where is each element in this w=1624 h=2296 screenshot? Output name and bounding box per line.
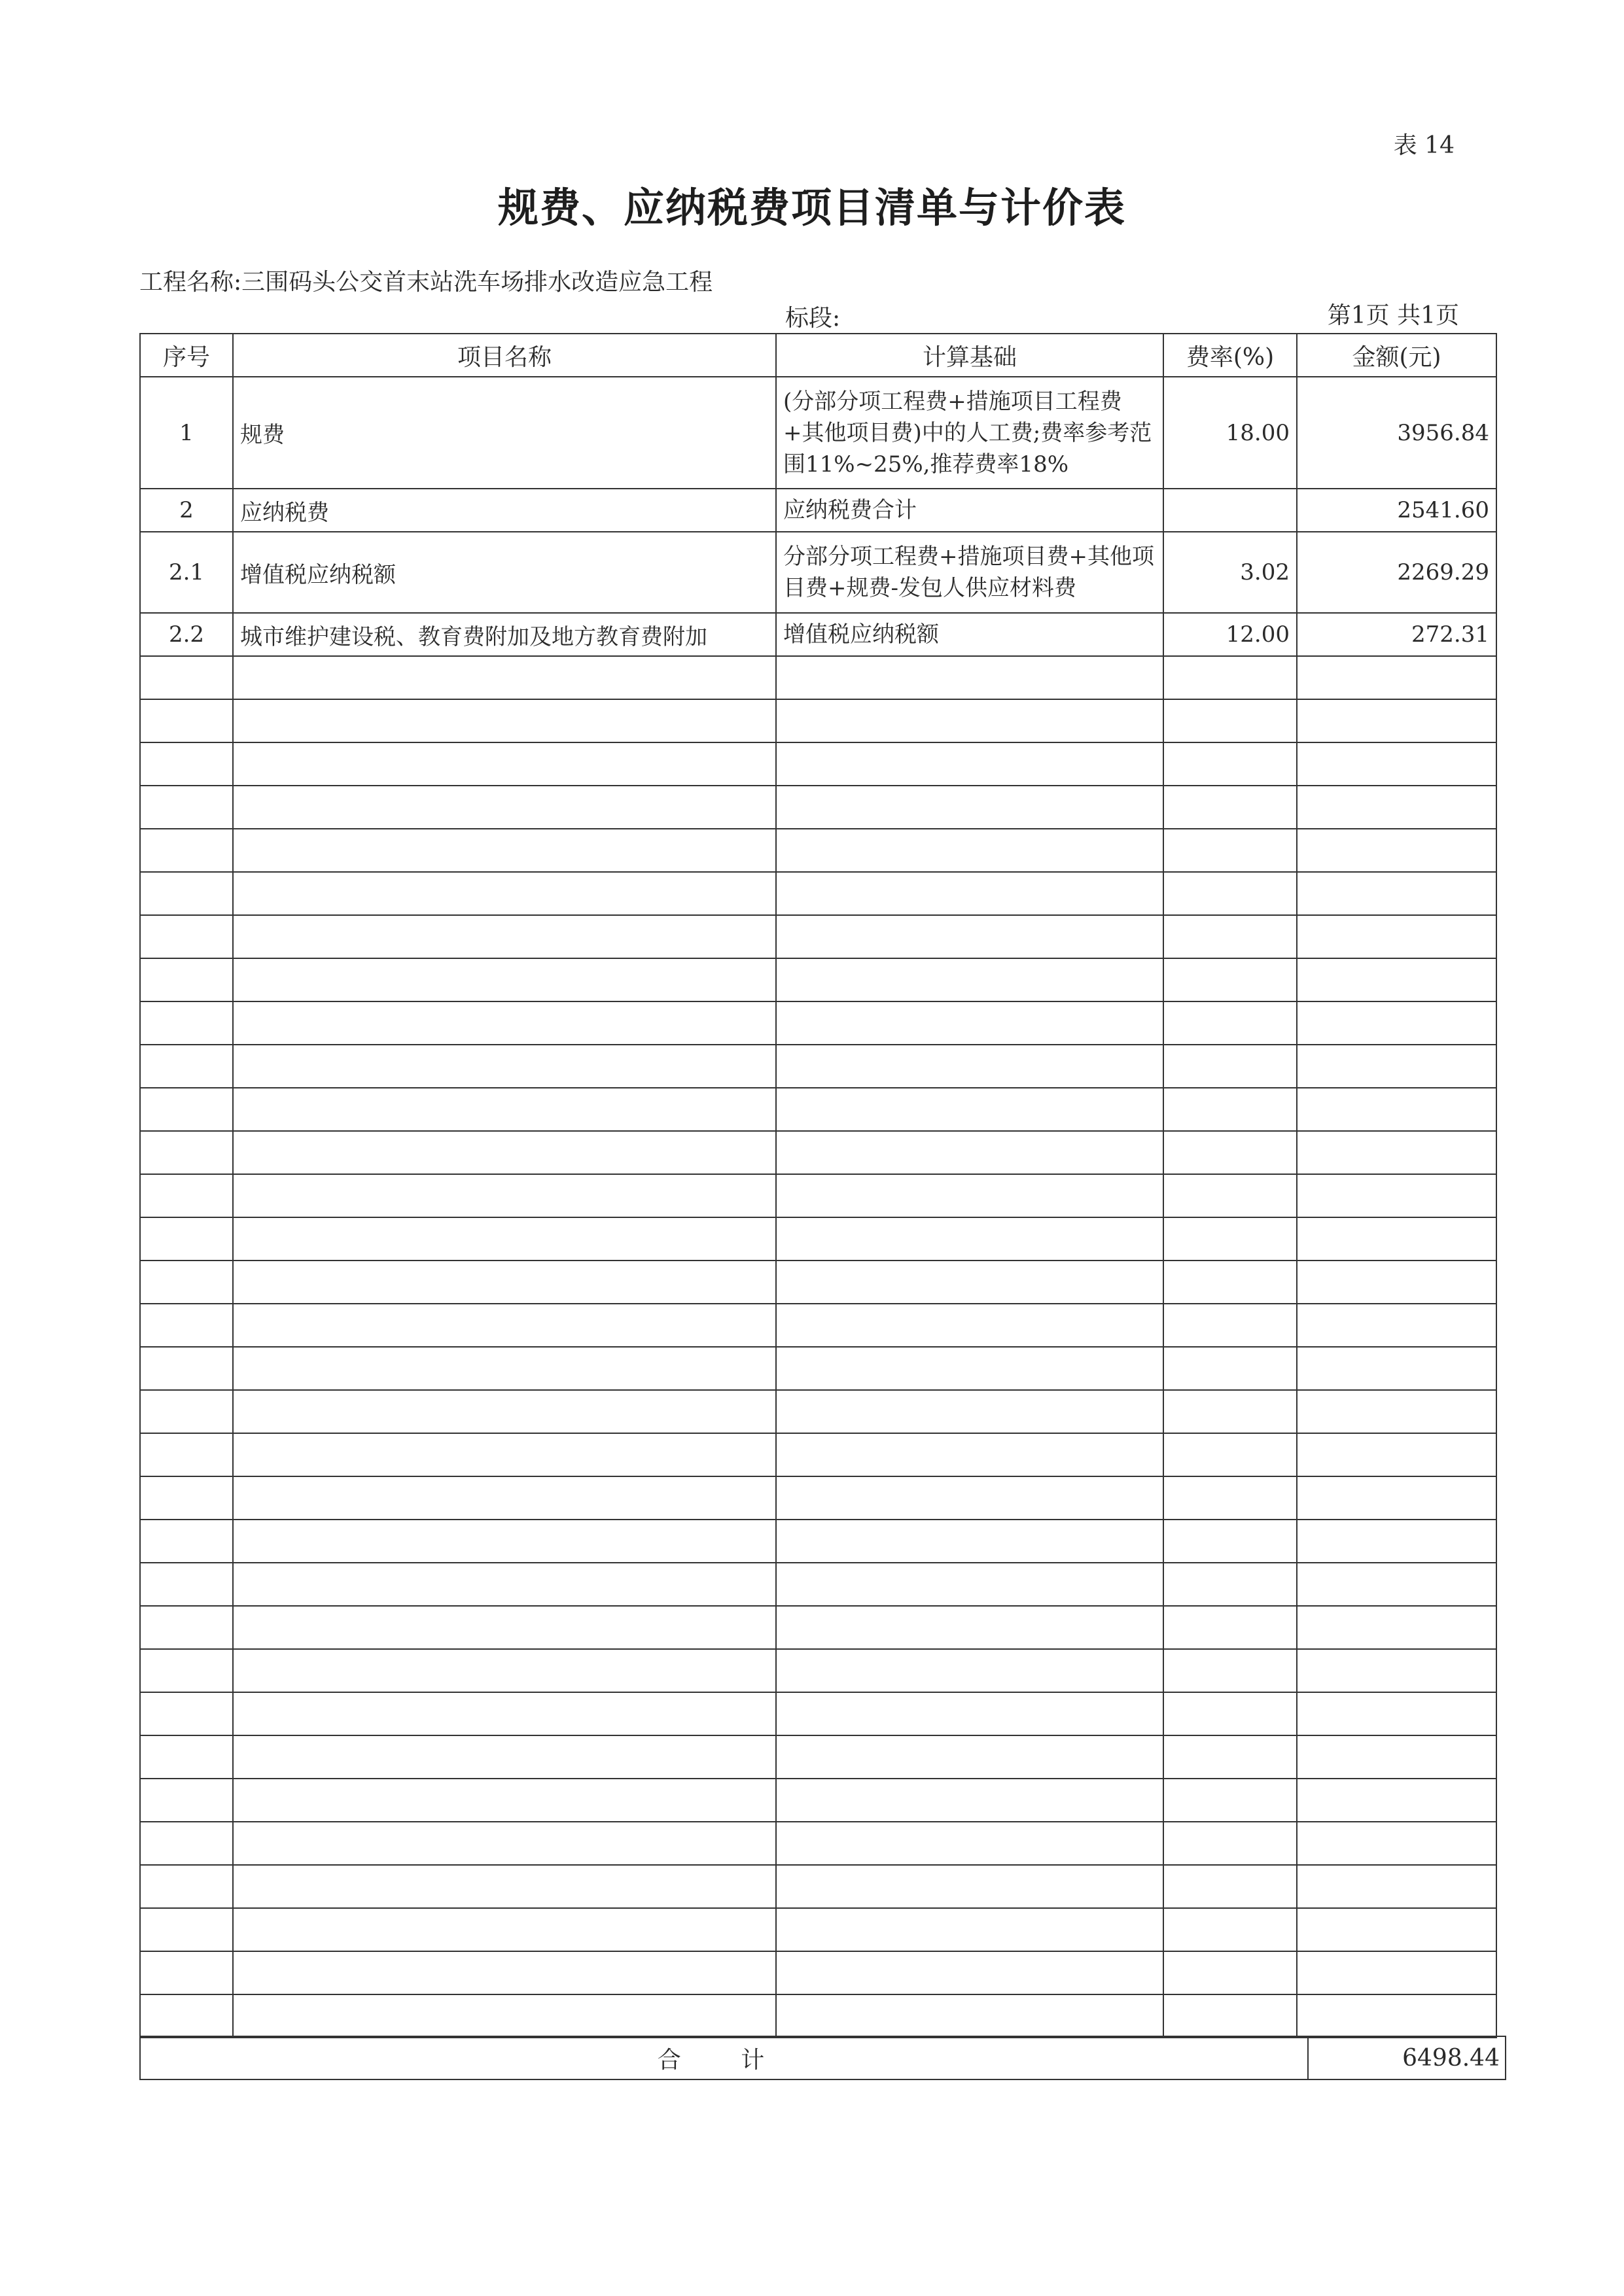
empty-cell — [233, 1433, 776, 1476]
empty-cell — [140, 915, 233, 958]
empty-row — [140, 786, 1496, 829]
empty-cell — [233, 1217, 776, 1261]
empty-cell — [1163, 1217, 1297, 1261]
empty-cell — [140, 742, 233, 786]
empty-cell — [1297, 1476, 1496, 1520]
empty-cell — [776, 1520, 1163, 1563]
empty-cell — [1297, 1217, 1496, 1261]
empty-cell — [1163, 1174, 1297, 1217]
empty-cell — [1297, 699, 1496, 742]
col-header-no: 序号 — [140, 334, 233, 377]
empty-row — [140, 872, 1496, 915]
empty-row — [140, 1994, 1496, 2038]
empty-row — [140, 1304, 1496, 1347]
empty-cell — [1163, 1649, 1297, 1692]
empty-cell — [233, 1174, 776, 1217]
table-row — [140, 377, 1496, 489]
empty-cell — [140, 1994, 233, 2038]
empty-cell — [233, 1994, 776, 2038]
empty-cell — [1163, 1563, 1297, 1606]
empty-row — [140, 1908, 1496, 1951]
empty-cell — [1297, 915, 1496, 958]
row-basis: 分部分项工程费+措施项目费+其他项目费+规费-发包人供应材料费 — [776, 532, 1163, 613]
empty-cell — [1297, 1390, 1496, 1433]
empty-cell — [776, 1606, 1163, 1649]
empty-cell — [1297, 1951, 1496, 1994]
empty-cell — [776, 1433, 1163, 1476]
empty-cell — [233, 699, 776, 742]
empty-cell — [1297, 1606, 1496, 1649]
empty-cell — [776, 872, 1163, 915]
row-basis: 应纳税费合计 — [776, 489, 1163, 532]
empty-cell — [1163, 699, 1297, 742]
empty-cell — [233, 1304, 776, 1347]
empty-cell — [776, 1865, 1163, 1908]
empty-cell — [1163, 1390, 1297, 1433]
empty-cell — [1163, 1304, 1297, 1347]
empty-row — [140, 1563, 1496, 1606]
empty-cell — [140, 829, 233, 872]
empty-cell — [1163, 1261, 1297, 1304]
empty-cell — [776, 1304, 1163, 1347]
row-basis: (分部分项工程费+措施项目工程费+其他项目费)中的人工费;费率参考范围11%~25%,推荐费率18% — [776, 377, 1163, 489]
empty-cell — [776, 1088, 1163, 1131]
empty-cell — [1163, 1088, 1297, 1131]
empty-row — [140, 915, 1496, 958]
table-row — [140, 532, 1496, 613]
empty-cell — [233, 1261, 776, 1304]
col-header-basis: 计算基础 — [776, 334, 1163, 377]
empty-cell — [1297, 1131, 1496, 1174]
empty-cell — [233, 1088, 776, 1131]
empty-cell — [233, 786, 776, 829]
empty-cell — [776, 1476, 1163, 1520]
empty-cell — [233, 1131, 776, 1174]
empty-cell — [1297, 1174, 1496, 1217]
empty-cell — [776, 1822, 1163, 1865]
row-rate: 3.02 — [1163, 532, 1297, 613]
page-number: 第1页 共1页 — [1327, 302, 1459, 329]
empty-cell — [233, 1476, 776, 1520]
empty-cell — [233, 1001, 776, 1045]
empty-cell — [140, 1735, 233, 1779]
empty-cell — [233, 872, 776, 915]
empty-cell — [1163, 1131, 1297, 1174]
empty-cell — [140, 1390, 233, 1433]
empty-cell — [776, 915, 1163, 958]
empty-cell — [233, 1563, 776, 1606]
empty-cell — [776, 1174, 1163, 1217]
empty-cell — [1163, 1606, 1297, 1649]
empty-cell — [140, 958, 233, 1001]
total-label: 合 计 — [140, 2036, 1308, 2079]
empty-cell — [1297, 656, 1496, 699]
empty-cell — [233, 1865, 776, 1908]
fee-table — [139, 333, 1497, 2038]
empty-cell — [776, 786, 1163, 829]
empty-row — [140, 1174, 1496, 1217]
empty-cell — [233, 742, 776, 786]
empty-cell — [1163, 742, 1297, 786]
empty-row — [140, 829, 1496, 872]
row-no: 2 — [140, 489, 233, 532]
row-rate: 18.00 — [1163, 377, 1297, 489]
empty-cell — [776, 656, 1163, 699]
empty-cell — [1163, 1433, 1297, 1476]
row-rate — [1163, 489, 1297, 532]
empty-cell — [140, 1131, 233, 1174]
empty-cell — [1297, 1001, 1496, 1045]
empty-cell — [140, 1001, 233, 1045]
empty-cell — [1297, 1649, 1496, 1692]
empty-row — [140, 1822, 1496, 1865]
empty-cell — [140, 1908, 233, 1951]
empty-cell — [1163, 1045, 1297, 1088]
empty-cell — [1297, 1735, 1496, 1779]
empty-cell — [1163, 1951, 1297, 1994]
empty-cell — [776, 742, 1163, 786]
row-name: 规费 — [233, 377, 776, 489]
empty-cell — [140, 1865, 233, 1908]
empty-row — [140, 1131, 1496, 1174]
empty-cell — [776, 1390, 1163, 1433]
empty-row — [140, 1390, 1496, 1433]
empty-cell — [140, 1261, 233, 1304]
empty-row — [140, 656, 1496, 699]
empty-row — [140, 1649, 1496, 1692]
row-basis: 增值税应纳税额 — [776, 613, 1163, 656]
empty-cell — [140, 1779, 233, 1822]
empty-cell — [1163, 872, 1297, 915]
empty-row — [140, 1261, 1496, 1304]
page-title: 规费、应纳税费项目清单与计价表 — [497, 184, 1126, 232]
empty-cell — [1163, 1692, 1297, 1735]
empty-cell — [140, 1088, 233, 1131]
empty-cell — [776, 1045, 1163, 1088]
empty-row — [140, 1779, 1496, 1822]
empty-row — [140, 1606, 1496, 1649]
empty-cell — [233, 1779, 776, 1822]
empty-cell — [233, 1606, 776, 1649]
empty-row — [140, 1692, 1496, 1735]
empty-cell — [1163, 1001, 1297, 1045]
empty-cell — [140, 786, 233, 829]
empty-cell — [140, 1563, 233, 1606]
empty-cell — [140, 1476, 233, 1520]
empty-cell — [776, 1261, 1163, 1304]
empty-cell — [1297, 1304, 1496, 1347]
empty-cell — [1297, 1994, 1496, 2038]
empty-cell — [776, 1951, 1163, 1994]
empty-cell — [233, 1908, 776, 1951]
empty-rows — [140, 656, 1496, 2038]
empty-cell — [1163, 1347, 1297, 1390]
empty-cell — [233, 1347, 776, 1390]
empty-cell — [1297, 1520, 1496, 1563]
total-amount: 6498.44 — [1308, 2036, 1506, 2079]
empty-cell — [233, 1735, 776, 1779]
empty-cell — [1297, 829, 1496, 872]
empty-cell — [233, 1390, 776, 1433]
table-row — [140, 489, 1496, 532]
empty-cell — [1297, 1822, 1496, 1865]
empty-cell — [140, 1951, 233, 1994]
table-row — [140, 613, 1496, 656]
empty-cell — [140, 1304, 233, 1347]
empty-cell — [1297, 1692, 1496, 1735]
empty-cell — [233, 1692, 776, 1735]
col-header-name: 项目名称 — [233, 334, 776, 377]
empty-cell — [1163, 656, 1297, 699]
empty-cell — [1163, 915, 1297, 958]
empty-cell — [776, 1649, 1163, 1692]
empty-cell — [1163, 1822, 1297, 1865]
empty-cell — [1297, 1347, 1496, 1390]
empty-cell — [140, 1217, 233, 1261]
empty-row — [140, 1001, 1496, 1045]
total-table — [139, 2036, 1506, 2080]
empty-cell — [1297, 1563, 1496, 1606]
empty-cell — [1297, 1088, 1496, 1131]
empty-cell — [140, 1520, 233, 1563]
empty-cell — [140, 1649, 233, 1692]
empty-row — [140, 1088, 1496, 1131]
empty-cell — [776, 1001, 1163, 1045]
empty-cell — [140, 1174, 233, 1217]
empty-cell — [140, 699, 233, 742]
empty-cell — [776, 1779, 1163, 1822]
empty-cell — [140, 656, 233, 699]
empty-cell — [1163, 1994, 1297, 2038]
empty-cell — [233, 1649, 776, 1692]
row-amount: 272.31 — [1297, 613, 1496, 656]
row-name: 增值税应纳税额 — [233, 532, 776, 613]
row-amount: 3956.84 — [1297, 377, 1496, 489]
empty-cell — [1297, 742, 1496, 786]
empty-cell — [233, 958, 776, 1001]
empty-row — [140, 742, 1496, 786]
empty-cell — [233, 1520, 776, 1563]
empty-cell — [1163, 829, 1297, 872]
row-amount: 2541.60 — [1297, 489, 1496, 532]
row-amount: 2269.29 — [1297, 532, 1496, 613]
table-number: 表 14 — [1393, 132, 1455, 159]
row-no: 1 — [140, 377, 233, 489]
empty-cell — [233, 1822, 776, 1865]
row-no: 2.2 — [140, 613, 233, 656]
empty-cell — [140, 1606, 233, 1649]
empty-cell — [1297, 1865, 1496, 1908]
empty-cell — [1297, 1261, 1496, 1304]
empty-cell — [776, 958, 1163, 1001]
empty-cell — [1297, 958, 1496, 1001]
empty-cell — [776, 1563, 1163, 1606]
empty-cell — [776, 1908, 1163, 1951]
empty-cell — [1297, 1433, 1496, 1476]
empty-row — [140, 1951, 1496, 1994]
empty-cell — [1163, 1779, 1297, 1822]
empty-row — [140, 958, 1496, 1001]
empty-cell — [140, 1045, 233, 1088]
empty-cell — [776, 1735, 1163, 1779]
row-rate: 12.00 — [1163, 613, 1297, 656]
empty-row — [140, 699, 1496, 742]
empty-cell — [1297, 1779, 1496, 1822]
empty-cell — [1163, 1520, 1297, 1563]
empty-cell — [776, 829, 1163, 872]
empty-cell — [1297, 1908, 1496, 1951]
empty-cell — [233, 915, 776, 958]
empty-cell — [140, 872, 233, 915]
row-name: 应纳税费 — [233, 489, 776, 532]
empty-cell — [1163, 958, 1297, 1001]
project-name: 工程名称:三围码头公交首末站洗车场排水改造应急工程 — [139, 269, 713, 296]
header-row — [140, 334, 1496, 377]
empty-cell — [1297, 1045, 1496, 1088]
empty-cell — [233, 1951, 776, 1994]
empty-cell — [1163, 1908, 1297, 1951]
empty-row — [140, 1735, 1496, 1779]
empty-cell — [140, 1347, 233, 1390]
empty-cell — [776, 1692, 1163, 1735]
empty-cell — [1297, 872, 1496, 915]
empty-cell — [776, 1131, 1163, 1174]
empty-cell — [233, 1045, 776, 1088]
empty-cell — [140, 1822, 233, 1865]
empty-cell — [776, 1347, 1163, 1390]
empty-cell — [776, 1994, 1163, 2038]
empty-cell — [1297, 786, 1496, 829]
empty-cell — [1163, 1476, 1297, 1520]
empty-cell — [776, 1217, 1163, 1261]
row-name: 城市维护建设税、教育费附加及地方教育费附加 — [233, 613, 776, 656]
empty-cell — [140, 1433, 233, 1476]
empty-cell — [1163, 1865, 1297, 1908]
empty-row — [140, 1476, 1496, 1520]
empty-cell — [1163, 1735, 1297, 1779]
empty-cell — [140, 1692, 233, 1735]
empty-cell — [776, 699, 1163, 742]
empty-row — [140, 1347, 1496, 1390]
empty-row — [140, 1433, 1496, 1476]
section-label: 标段: — [785, 305, 841, 332]
empty-cell — [233, 656, 776, 699]
empty-row — [140, 1045, 1496, 1088]
empty-row — [140, 1865, 1496, 1908]
empty-row — [140, 1520, 1496, 1563]
total-row — [140, 2036, 1506, 2079]
empty-cell — [233, 829, 776, 872]
row-no: 2.1 — [140, 532, 233, 613]
col-header-rate: 费率(%) — [1163, 334, 1297, 377]
empty-cell — [1163, 786, 1297, 829]
col-header-amount: 金额(元) — [1297, 334, 1496, 377]
empty-row — [140, 1217, 1496, 1261]
